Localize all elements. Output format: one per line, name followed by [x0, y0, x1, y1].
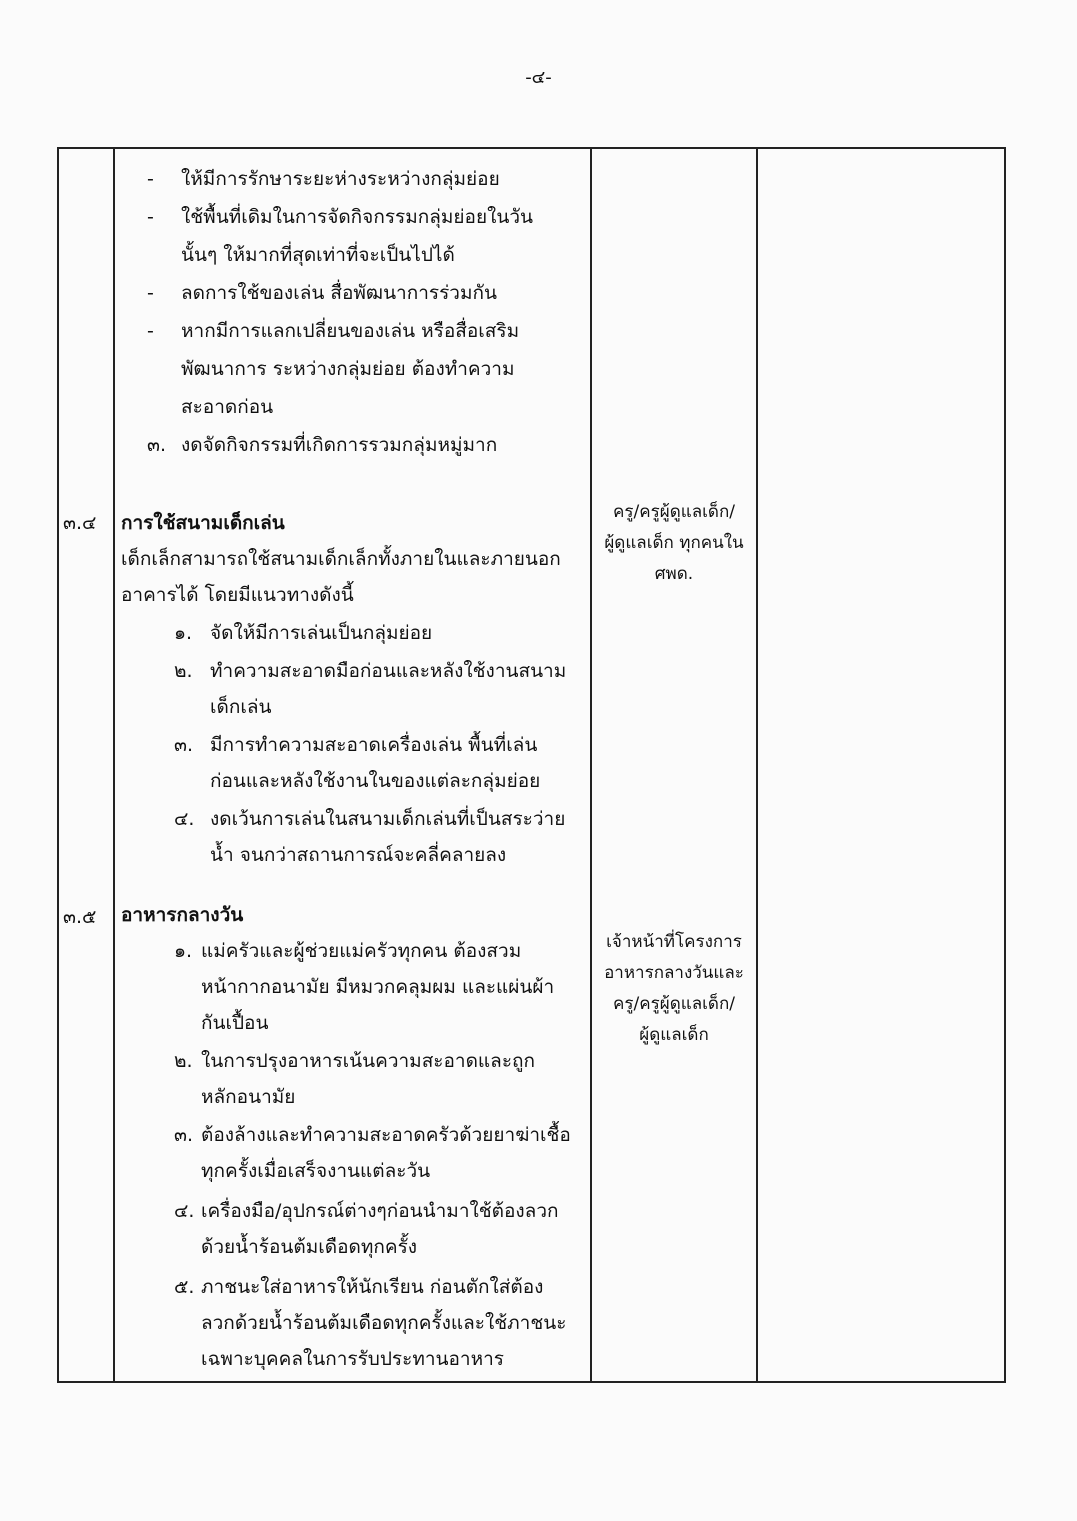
item-text: ในการปรุงอาหารเน้นความสะอาดและถูก [201, 1050, 536, 1072]
item-text: งดเว้นการเล่นในสนามเด็กเล่นที่เป็นสระว่าย [210, 808, 566, 830]
responsible-line: ผู้ดูแลเด็ก [639, 1025, 709, 1045]
bullet-marker: - [147, 282, 154, 304]
item-text: เฉพาะบุคคลในการรับประทานอาหาร [201, 1348, 504, 1370]
item-marker: ๑. [174, 622, 193, 644]
bullet-marker: - [147, 206, 154, 228]
item-text: งดจัดกิจกรรมที่เกิดการรวมกลุ่มหมู่มาก [181, 434, 498, 456]
item-marker: ๔. [174, 808, 195, 830]
item-text: มีการทำความสะอาดเครื่องเล่น พื้นที่เล่น [210, 734, 538, 756]
bullet-text: หากมีการแลกเปลี่ยนของเล่น หรือสื่อเสริม [181, 320, 520, 342]
section-number: ๓.๕ [63, 906, 97, 928]
section-intro: เด็กเล็กสามารถใช้สนามเด็กเล็กทั้งภายในและภายนอก [121, 548, 561, 570]
item-text: ก่อนและหลังใช้งานในของแต่ละกลุ่มย่อย [210, 770, 541, 792]
bullet-text: ให้มีการรักษาระยะห่างระหว่างกลุ่มย่อย [181, 168, 500, 190]
bullet-text: พัฒนาการ ระหว่างกลุ่มย่อย ต้องทำความ [181, 358, 515, 380]
item-marker: ๓. [147, 434, 167, 456]
item-text: หน้ากากอนามัย มีหมวกคลุมผม และแผ่นผ้า [201, 976, 555, 998]
item-text: ทุกครั้งเมื่อเสร็จงานแต่ละวัน [201, 1160, 431, 1182]
responsible-line: ศพด. [654, 564, 694, 584]
item-marker: ๔. [174, 1200, 195, 1222]
responsible-line: ผู้ดูแลเด็ก ทุกคนใน [604, 533, 744, 553]
column-divider [756, 149, 758, 1381]
section-number: ๓.๔ [63, 512, 97, 534]
column-divider [113, 149, 115, 1381]
item-text: ภาชนะใส่อาหารให้นักเรียน ก่อนตักใส่ต้อง [201, 1276, 544, 1298]
responsible-cell [592, 927, 756, 1051]
section-title: อาหารกลางวัน [121, 904, 244, 926]
item-text: ทำความสะอาดมือก่อนและหลังใช้งานสนาม [210, 660, 567, 682]
item-marker: ๓. [174, 734, 194, 756]
item-text: เครื่องมือ/อุปกรณ์ต่างๆก่อนนำมาใช้ต้องลวก [201, 1200, 559, 1222]
item-text: ด้วยน้ำร้อนต้มเดือดทุกครั้ง [201, 1236, 418, 1258]
bullet-text: ลดการใช้ของเล่น สื่อพัฒนาการร่วมกัน [181, 282, 497, 304]
column-divider [590, 149, 592, 1381]
item-marker: ๓. [174, 1124, 194, 1146]
item-text: หลักอนามัย [201, 1086, 296, 1108]
item-marker: ๕. [174, 1276, 195, 1298]
item-text: ต้องล้างและทำความสะอาดครัวด้วยยาฆ่าเชื้อ [201, 1124, 571, 1146]
responsible-cell [592, 497, 756, 590]
item-marker: ๒. [174, 1050, 193, 1072]
section-title: การใช้สนามเด็กเล่น [121, 512, 285, 534]
item-text: จัดให้มีการเล่นเป็นกลุ่มย่อย [210, 622, 433, 644]
responsible-line: ครู/ครูผู้ดูแลเด็ก/ [613, 502, 735, 522]
item-marker: ๒. [174, 660, 193, 682]
item-text: แม่ครัวและผู้ช่วยแม่ครัวทุกคน ต้องสวม [201, 940, 522, 962]
bullet-text: สะอาดก่อน [181, 396, 274, 418]
item-text: เด็กเล่น [210, 696, 272, 718]
page-number: -๔- [525, 67, 552, 88]
document-table [57, 147, 1006, 1383]
bullet-marker: - [147, 168, 154, 190]
responsible-line: เจ้าหน้าที่โครงการ [606, 932, 742, 952]
item-marker: ๑. [174, 940, 193, 962]
responsible-line: ครู/ครูผู้ดูแลเด็ก/ [613, 994, 735, 1014]
section-intro: อาคารได้ โดยมีแนวทางดังนี้ [121, 584, 354, 606]
item-text: ลวกด้วยน้ำร้อนต้มเดือดทุกครั้งและใช้ภาชนะ [201, 1312, 567, 1334]
bullet-text: นั้นๆ ให้มากที่สุดเท่าที่จะเป็นไปได้ [181, 244, 455, 266]
bullet-text: ใช้พื้นที่เดิมในการจัดกิจกรรมกลุ่มย่อยในวัน [181, 206, 534, 228]
responsible-line: อาหารกลางวันและ [604, 963, 744, 983]
item-text: กันเปื้อน [201, 1012, 269, 1034]
bullet-marker: - [147, 320, 154, 342]
item-text: น้ำ จนกว่าสถานการณ์จะคลี่คลายลง [210, 844, 507, 866]
